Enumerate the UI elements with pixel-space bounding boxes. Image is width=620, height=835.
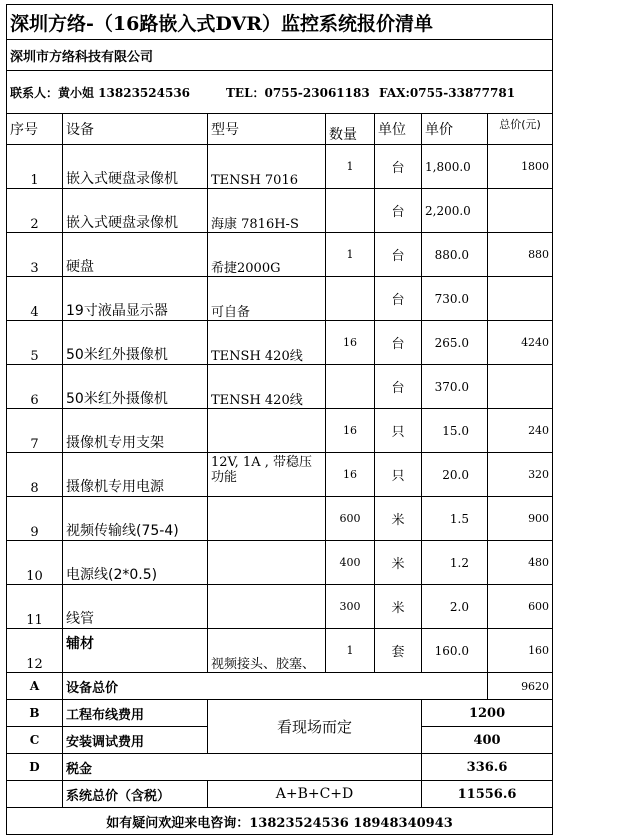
row-model: TENSH 420线 — [208, 321, 326, 365]
row-price: 880.0 — [422, 233, 488, 277]
table-row — [7, 497, 553, 541]
contact-person: 联系人：黄小姐 13823524536 — [10, 85, 191, 100]
row-idx: 7 — [7, 409, 63, 453]
row-qty: 600 — [326, 497, 375, 541]
row-device: 摄像机专用支架 — [63, 409, 208, 453]
row-idx: 10 — [7, 541, 63, 585]
table-row — [7, 453, 553, 497]
row-device: 线管 — [63, 585, 208, 629]
table-row — [7, 189, 553, 233]
row-unit: 只 — [375, 453, 422, 497]
row-idx: 1 — [7, 145, 63, 189]
row-idx: 4 — [7, 277, 63, 321]
row-price: 20.0 — [422, 453, 488, 497]
row-total: 880 — [488, 233, 553, 277]
header-qty: 数量 — [326, 114, 375, 145]
summary-row-a — [7, 673, 553, 700]
summary-row-d — [7, 754, 553, 781]
row-qty — [326, 277, 375, 321]
summary-empty-cell — [7, 781, 63, 808]
row-unit: 只 — [375, 409, 422, 453]
row-price: 2,200.0 — [422, 189, 488, 233]
summary-value: 336.6 — [422, 754, 553, 781]
row-qty: 16 — [326, 409, 375, 453]
summary-label: 税金 — [63, 754, 422, 781]
table-row — [7, 629, 553, 673]
row-unit: 台 — [375, 189, 422, 233]
row-device: 视频传输线(75-4) — [63, 497, 208, 541]
summary-label: 系统总价（含税） — [63, 781, 208, 808]
row-model — [208, 409, 326, 453]
row-price: 730.0 — [422, 277, 488, 321]
row-device: 摄像机专用电源 — [63, 453, 208, 497]
summary-row-b — [7, 700, 553, 727]
footer-contact: 如有疑问欢迎来电咨询：13823524536 18948340943 — [7, 808, 553, 835]
header-price: 单价 — [422, 114, 488, 145]
total-formula: A+B+C+D — [208, 781, 422, 808]
site-note: 看现场而定 — [208, 700, 422, 754]
row-device: 嵌入式硬盘录像机 — [63, 145, 208, 189]
row-model: 海康 7816H-S — [208, 189, 326, 233]
row-qty — [326, 189, 375, 233]
header-idx: 序号 — [7, 114, 63, 145]
contact-tel: TEL：0755-23061183 — [226, 85, 370, 100]
row-device: 嵌入式硬盘录像机 — [63, 189, 208, 233]
row-model: 希捷2000G — [208, 233, 326, 277]
table-row — [7, 277, 553, 321]
row-idx: 12 — [7, 629, 63, 673]
summary-letter: D — [7, 754, 63, 781]
row-unit: 米 — [375, 585, 422, 629]
row-idx: 11 — [7, 585, 63, 629]
summary-value: 400 — [422, 727, 553, 754]
row-qty: 1 — [326, 145, 375, 189]
row-qty: 400 — [326, 541, 375, 585]
sheet-title: 深圳方络-（16路嵌入式DVR）监控系统报价清单 — [7, 5, 553, 40]
row-device: 50米红外摄像机 — [63, 365, 208, 409]
row-qty: 1 — [326, 629, 375, 673]
row-model: TENSH 420线 — [208, 365, 326, 409]
row-qty: 1 — [326, 233, 375, 277]
row-total: 160 — [488, 629, 553, 673]
row-total: 320 — [488, 453, 553, 497]
row-model: TENSH 7016 — [208, 145, 326, 189]
summary-row-total — [7, 781, 553, 808]
row-unit: 台 — [375, 145, 422, 189]
header-unit: 单位 — [375, 114, 422, 145]
row-idx: 6 — [7, 365, 63, 409]
quotation-table — [6, 4, 553, 835]
row-qty — [326, 365, 375, 409]
table-row — [7, 321, 553, 365]
row-model — [208, 497, 326, 541]
contact-fax: FAX:0755-33877781 — [379, 85, 516, 100]
row-price: 265.0 — [422, 321, 488, 365]
row-total — [488, 189, 553, 233]
table-row — [7, 365, 553, 409]
row-model: 可自备 — [208, 277, 326, 321]
summary-label: 安装调试费用 — [63, 727, 208, 754]
header-model: 型号 — [208, 114, 326, 145]
table-row — [7, 585, 553, 629]
table-row — [7, 409, 553, 453]
summary-label: 设备总价 — [63, 673, 488, 700]
table-row — [7, 541, 553, 585]
row-device: 辅材 — [63, 629, 208, 673]
row-unit: 米 — [375, 541, 422, 585]
row-idx: 2 — [7, 189, 63, 233]
row-total: 1800 — [488, 145, 553, 189]
header-row — [7, 114, 553, 145]
row-price: 160.0 — [422, 629, 488, 673]
row-price: 2.0 — [422, 585, 488, 629]
summary-label: 工程布线费用 — [63, 700, 208, 727]
summary-value: 9620 — [488, 673, 553, 700]
row-qty: 16 — [326, 453, 375, 497]
table-row — [7, 233, 553, 277]
row-total: 4240 — [488, 321, 553, 365]
row-total: 480 — [488, 541, 553, 585]
row-unit: 台 — [375, 321, 422, 365]
table-row — [7, 145, 553, 189]
row-model: 12V, 1A , 带稳压功能 — [208, 453, 326, 497]
row-device: 19寸液晶显示器 — [63, 277, 208, 321]
row-unit: 台 — [375, 277, 422, 321]
row-total: 900 — [488, 497, 553, 541]
row-idx: 8 — [7, 453, 63, 497]
row-qty: 300 — [326, 585, 375, 629]
row-device: 硬盘 — [63, 233, 208, 277]
contact-row — [7, 71, 553, 114]
row-total: 600 — [488, 585, 553, 629]
row-model: 视频接头、胶塞、 — [208, 629, 326, 673]
row-unit: 米 — [375, 497, 422, 541]
row-unit: 套 — [375, 629, 422, 673]
quotation-sheet — [6, 4, 552, 835]
row-model — [208, 585, 326, 629]
row-total — [488, 277, 553, 321]
row-price: 1.5 — [422, 497, 488, 541]
summary-letter: C — [7, 727, 63, 754]
row-unit: 台 — [375, 365, 422, 409]
row-qty: 16 — [326, 321, 375, 365]
row-price: 1.2 — [422, 541, 488, 585]
row-price: 1,800.0 — [422, 145, 488, 189]
row-price: 370.0 — [422, 365, 488, 409]
summary-value: 1200 — [422, 700, 553, 727]
row-idx: 9 — [7, 497, 63, 541]
row-idx: 3 — [7, 233, 63, 277]
row-idx: 5 — [7, 321, 63, 365]
summary-value: 11556.6 — [422, 781, 553, 808]
row-total — [488, 365, 553, 409]
company-name: 深圳市方络科技有限公司 — [7, 40, 553, 71]
summary-letter: A — [7, 673, 63, 700]
row-model — [208, 541, 326, 585]
summary-letter: B — [7, 700, 63, 727]
row-total: 240 — [488, 409, 553, 453]
row-unit: 台 — [375, 233, 422, 277]
row-device: 50米红外摄像机 — [63, 321, 208, 365]
header-total: 总价(元) — [488, 114, 553, 145]
row-device: 电源线(2*0.5) — [63, 541, 208, 585]
header-device: 设备 — [63, 114, 208, 145]
row-price: 15.0 — [422, 409, 488, 453]
